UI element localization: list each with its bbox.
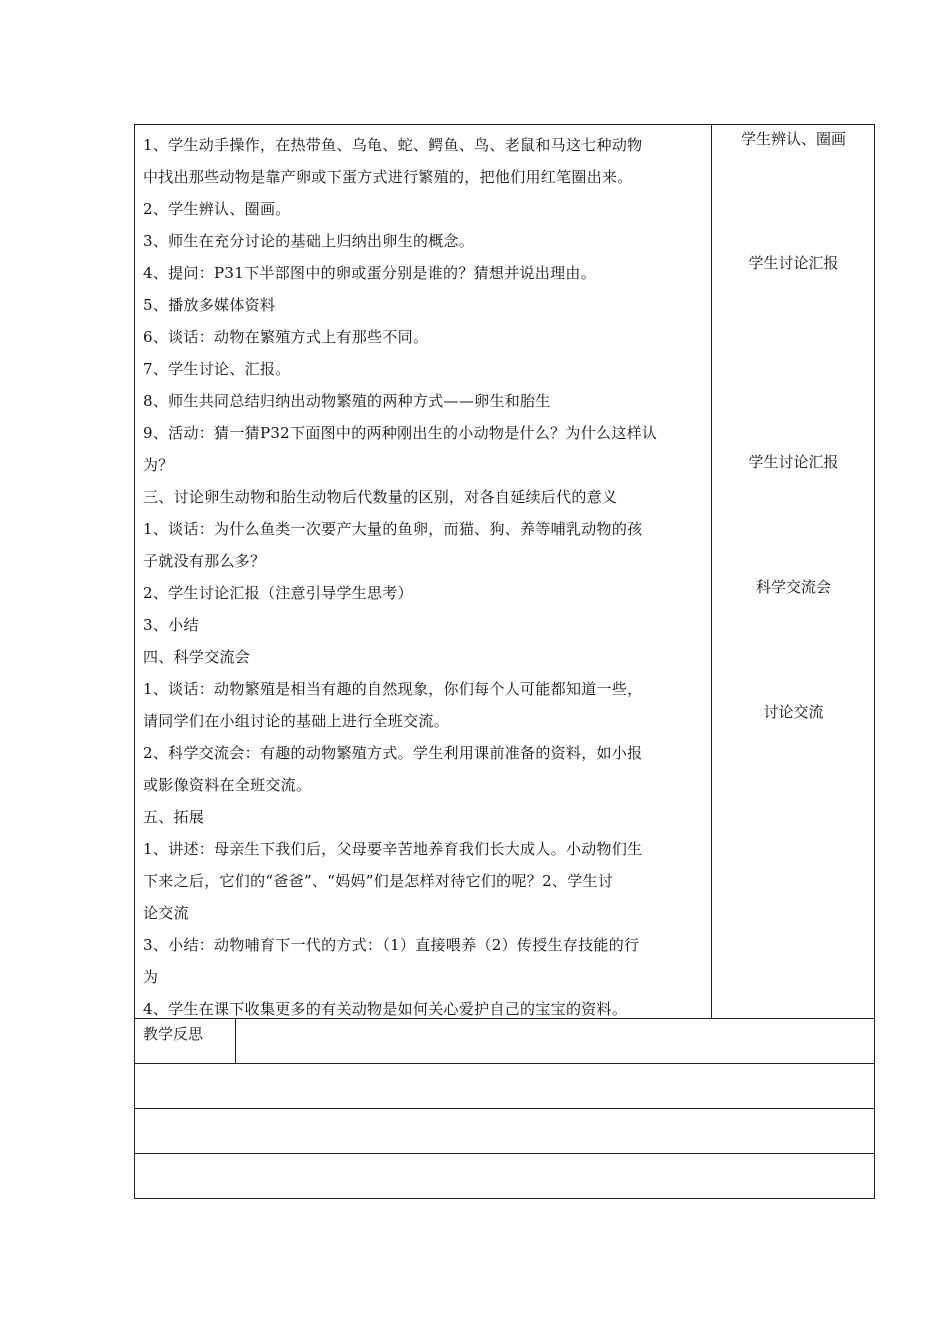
main-line: 9、活动：猜一猜P32下面图中的两种刚出生的小动物是什么？为什么这样认 bbox=[143, 424, 658, 442]
main-line: 3、小结 bbox=[143, 616, 199, 634]
main-line: 1、学生动手操作，在热带鱼、乌龟、蛇、鳄鱼、鸟、老鼠和马这七种动物 bbox=[143, 136, 643, 154]
main-line: 请同学们在小组讨论的基础上进行全班交流。 bbox=[143, 712, 450, 730]
side-note: 学生讨论汇报 bbox=[748, 453, 839, 471]
main-line: 为？ bbox=[143, 456, 174, 474]
reflection-label-divider bbox=[235, 1018, 236, 1064]
main-line: 五、拓展 bbox=[143, 808, 205, 826]
main-line: 3、小结：动物哺育下一代的方式：（1）直接喂养（2）传授生存技能的行 bbox=[143, 936, 640, 954]
main-line: 7、学生讨论、汇报。 bbox=[143, 360, 291, 378]
main-line: 2、学生辨认、圈画。 bbox=[143, 200, 291, 218]
row-divider-1 bbox=[134, 1063, 875, 1064]
main-line: 为 bbox=[143, 968, 159, 986]
main-line: 6、谈话：动物在繁殖方式上有那些不同。 bbox=[143, 328, 429, 346]
row-divider-2 bbox=[134, 1108, 875, 1109]
main-line: 5、播放多媒体资料 bbox=[143, 296, 276, 314]
side-note: 科学交流会 bbox=[755, 578, 831, 596]
row-divider-3 bbox=[134, 1153, 875, 1154]
main-line: 中找出那些动物是靠产卵或下蛋方式进行繁殖的，把他们用红笔圈出来。 bbox=[143, 168, 633, 186]
main-line: 4、提问：P31下半部图中的卵或蛋分别是谁的？猜想并说出理由。 bbox=[143, 264, 597, 282]
main-line: 论交流 bbox=[143, 904, 189, 922]
main-line: 3、师生在充分讨论的基础上归纳出卵生的概念。 bbox=[143, 232, 475, 250]
side-note: 学生辨认、圈画 bbox=[740, 130, 846, 148]
main-line: 下来之后，它们的“爸爸”、“妈妈”们是怎样对待它们的呢？2、学生讨 bbox=[143, 872, 614, 890]
main-line: 或影像资料在全班交流。 bbox=[143, 776, 312, 794]
main-line: 4、学生在课下收集更多的有关动物是如何关心爱护自己的宝宝的资料。 bbox=[143, 1000, 628, 1018]
main-line: 三、讨论卵生动物和胎生动物后代数量的区别，对各自延续后代的意义 bbox=[143, 488, 618, 506]
side-note: 讨论交流 bbox=[763, 703, 824, 721]
main-line: 1、谈话：为什么鱼类一次要产大量的鱼卵，而猫、狗、养等哺乳动物的孩 bbox=[143, 520, 643, 538]
side-note: 学生讨论汇报 bbox=[748, 254, 839, 272]
main-line: 1、谈话：动物繁殖是相当有趣的自然现象，你们每个人可能都知道一些， bbox=[143, 680, 643, 698]
main-line: 8、师生共同总结归纳出动物繁殖的两种方式——卵生和胎生 bbox=[143, 392, 551, 410]
main-line: 2、学生讨论汇报（注意引导学生思考） bbox=[143, 584, 413, 602]
reflection-label: 教学反思 bbox=[143, 1025, 204, 1043]
main-line: 1、讲述：母亲生下我们后，父母要辛苦地养育我们长大成人。小动物们生 bbox=[143, 840, 643, 858]
main-line: 2、科学交流会：有趣的动物繁殖方式。学生利用课前准备的资料，如小报 bbox=[143, 744, 643, 762]
main-line: 四、科学交流会 bbox=[143, 648, 251, 666]
main-line: 子就没有那么多？ bbox=[143, 552, 266, 570]
